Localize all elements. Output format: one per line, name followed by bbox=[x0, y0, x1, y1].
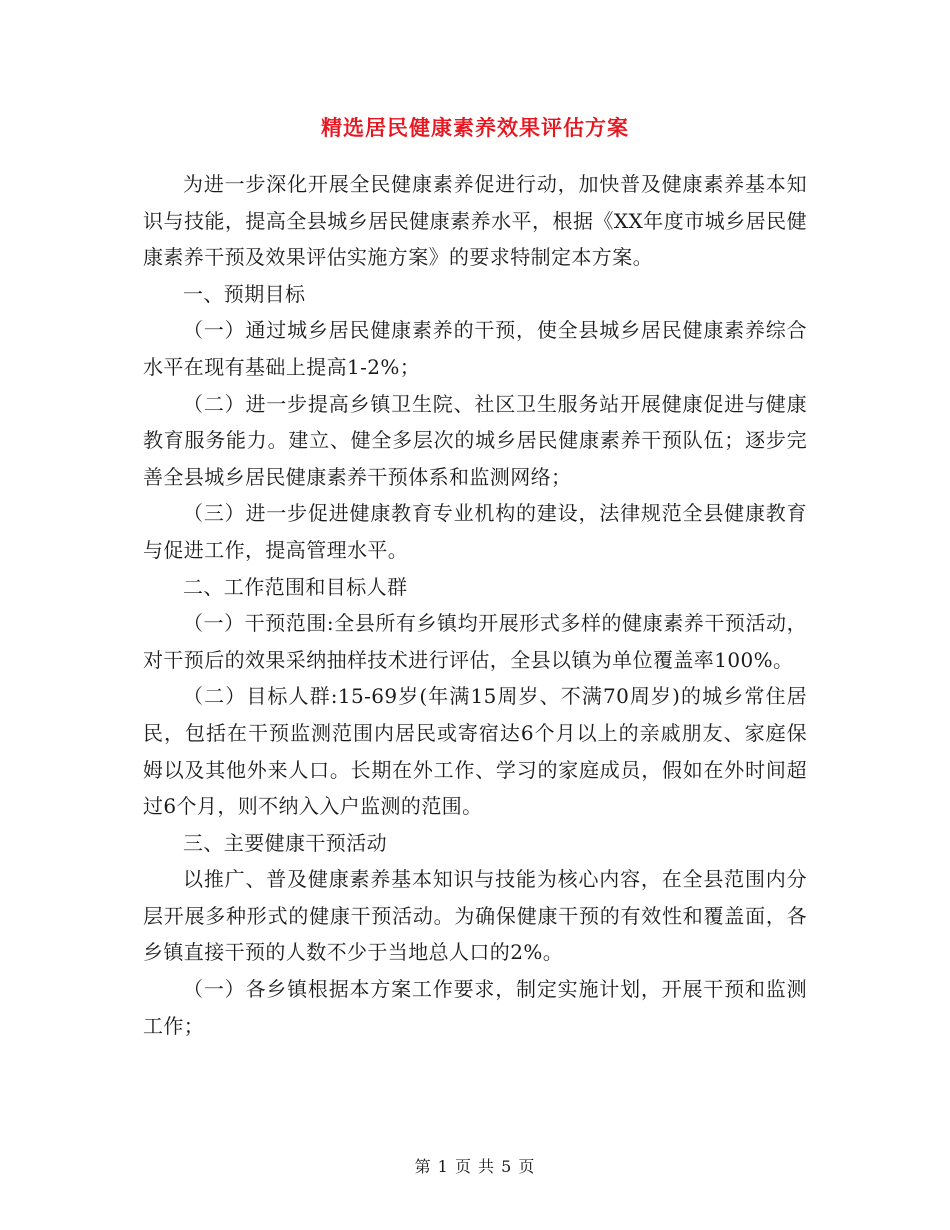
document-title: 精选居民健康素养效果评估方案 bbox=[321, 115, 629, 140]
paragraph-goal-1: （一）通过城乡居民健康素养的干预，使全县城乡居民健康素养综合水平在现有基础上提高1-2%； bbox=[143, 318, 807, 379]
paragraph-intro: 为进一步深化开展全民健康素养促进行动，加快普及健康素养基本知识与技能，提高全县城乡居民健康素养水平，根据《XX年度市城乡居民健康素养干预及效果评估实施方案》的要求特制定本方案。 bbox=[143, 172, 807, 270]
paragraph-activity-1: （一）各乡镇根据本方案工作要求，制定实施计划，开展干预和监测工作； bbox=[143, 977, 807, 1038]
heading-main-activities: 三、主要健康干预活动 bbox=[183, 830, 387, 855]
document-body bbox=[143, 166, 807, 1044]
paragraph-goal-3: （三）进一步促进健康教育专业机构的建设，法律规范全县健康教育与促进工作，提高管理水平。 bbox=[143, 501, 807, 562]
heading-scope-and-target: 二、工作范围和目标人群 bbox=[183, 574, 408, 599]
paragraph-scope: （一）干预范围:全县所有乡镇均开展形式多样的健康素养干预活动，对干预后的效果采纳抽样技术进行评估，全县以镇为单位覆盖率100%。 bbox=[143, 611, 807, 672]
page-footer bbox=[0, 1154, 950, 1177]
page-number-label: 第 1 页 共 5 页 bbox=[414, 1157, 536, 1176]
paragraph-goal-2: （二）进一步提高乡镇卫生院、社区卫生服务站开展健康促进与健康教育服务能力。建立、健全多层次的城乡居民健康素养干预队伍；逐步完善全县城乡居民健康素养干预体系和监测网络； bbox=[143, 391, 807, 489]
paragraph-activities-intro: 以推广、普及健康素养基本知识与技能为核心内容，在全县范围内分层开展多种形式的健康干预活动。为确保健康干预的有效性和覆盖面，各乡镇直接干预的人数不少于当地总人口的2%。 bbox=[143, 867, 807, 965]
heading-expected-goals: 一、预期目标 bbox=[183, 281, 306, 306]
paragraph-target-population: （二）目标人群:15-69岁(年满15周岁、不满70周岁)的城乡常住居民，包括在干预监测范围内居民或寄宿达6个月以上的亲戚朋友、家庭保姆以及其他外来人口。长期在外工作、学习的家庭成员，假如在外时间超过6个月，则不纳入入户监测的范围。 bbox=[143, 684, 807, 819]
